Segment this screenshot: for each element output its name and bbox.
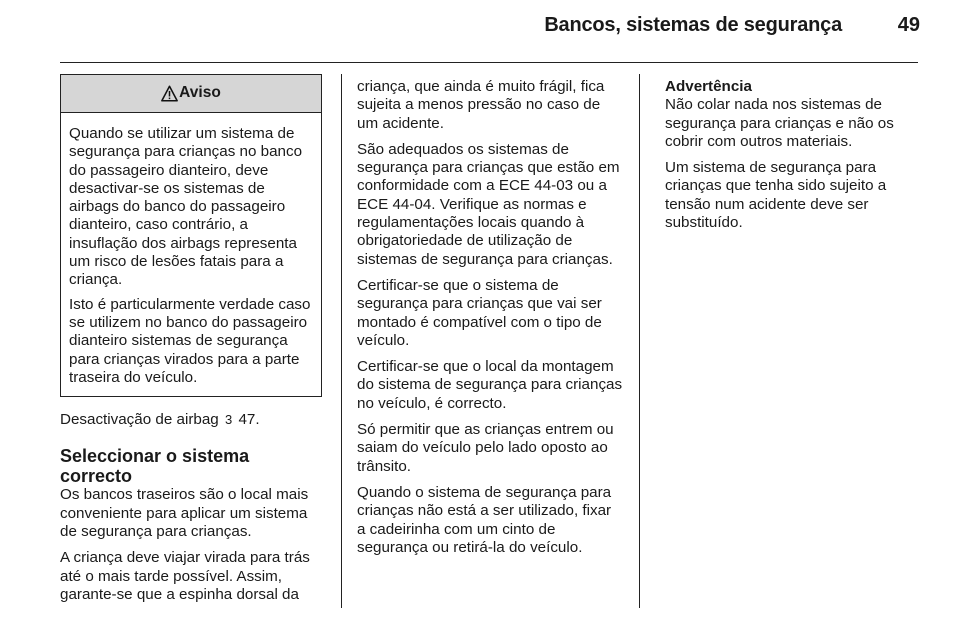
warning-paragraph: Isto é particularmente verdade caso se utilizem no banco do passageiro dianteiro sistemas de segurança para crianças virados para a parte traseira do veículo. bbox=[69, 295, 311, 386]
warning-box bbox=[60, 74, 322, 397]
body-paragraph: Quando o sistema de segurança para crianças não está a ser utilizado, fixar a cadeirinha com um cinto de segurança ou retirá-la do veículo. bbox=[357, 483, 612, 556]
body-paragraph: Certificar-se que o local da montagem do sistema de segurança para crianças no veículo, é correcto. bbox=[357, 358, 623, 412]
body-paragraph: São adequados os sistemas de segurança para crianças que estão em conformidade com a ECE 44-03 ou a ECE 44-04. Verifique as normas e regulamentações locais quando à obrigatoriedade de utilização de sistemas de segurança para crianças. bbox=[357, 140, 620, 268]
body-paragraph: Certificar-se que o sistema de segurança para crianças que vai ser montado é compatível com o tipo de veículo. bbox=[357, 276, 602, 349]
reference-text: Desactivação de airbag bbox=[60, 411, 219, 429]
warning-header bbox=[61, 75, 321, 113]
column-1 bbox=[60, 74, 324, 612]
body-paragraph: Só permitir que as crianças entrem ou saiam do veículo pelo lado oposto ao trânsito. bbox=[357, 421, 614, 475]
warning-title: Aviso bbox=[179, 84, 221, 102]
warning-triangle-icon bbox=[161, 85, 178, 102]
column-divider-2 bbox=[639, 74, 640, 608]
body-paragraph: A criança deve viajar virada para trás até o mais tarde possível. Assim, garante-se que a espinha dorsal da bbox=[60, 549, 310, 603]
body-paragraph: Os bancos traseiros são o local mais conveniente para aplicar um sistema de segurança para crianças. bbox=[60, 486, 309, 541]
body-paragraph: criança, que ainda é muito frágil, fica sujeita a menos pressão no caso de um acidente. bbox=[357, 78, 605, 132]
column-3 bbox=[665, 78, 921, 240]
column-2 bbox=[357, 78, 623, 565]
reference-page: 47. bbox=[238, 411, 260, 429]
advertencia-block bbox=[665, 78, 921, 151]
body-paragraph: Um sistema de segurança para crianças que tenha sido sujeito a tensão num acidente deve ser substituído. bbox=[665, 159, 887, 232]
warning-body bbox=[61, 113, 321, 396]
header-title: Bancos, sistemas de segurança bbox=[544, 14, 842, 36]
section-heading: Seleccionar o sistema correcto bbox=[60, 446, 250, 487]
column-divider-1 bbox=[341, 74, 342, 608]
advertencia-label: Advertência bbox=[665, 78, 752, 95]
page-arrow-icon: 3 bbox=[224, 412, 233, 428]
page-number: 49 bbox=[897, 14, 920, 36]
cross-reference[interactable] bbox=[60, 411, 324, 429]
header-rule bbox=[60, 62, 918, 63]
advertencia-text: Não colar nada nos sistemas de segurança para crianças e não os cobrir com outros materiais. bbox=[665, 96, 894, 150]
warning-paragraph: Quando se utilizar um sistema de segurança para crianças no banco do passageiro dianteiro, deve desactivar-se os sistemas de airbags do banco do passageiro dianteiro, caso contrário, a insuflação dos airbags representa um risco de lesões fatais para a criança. bbox=[69, 125, 303, 289]
